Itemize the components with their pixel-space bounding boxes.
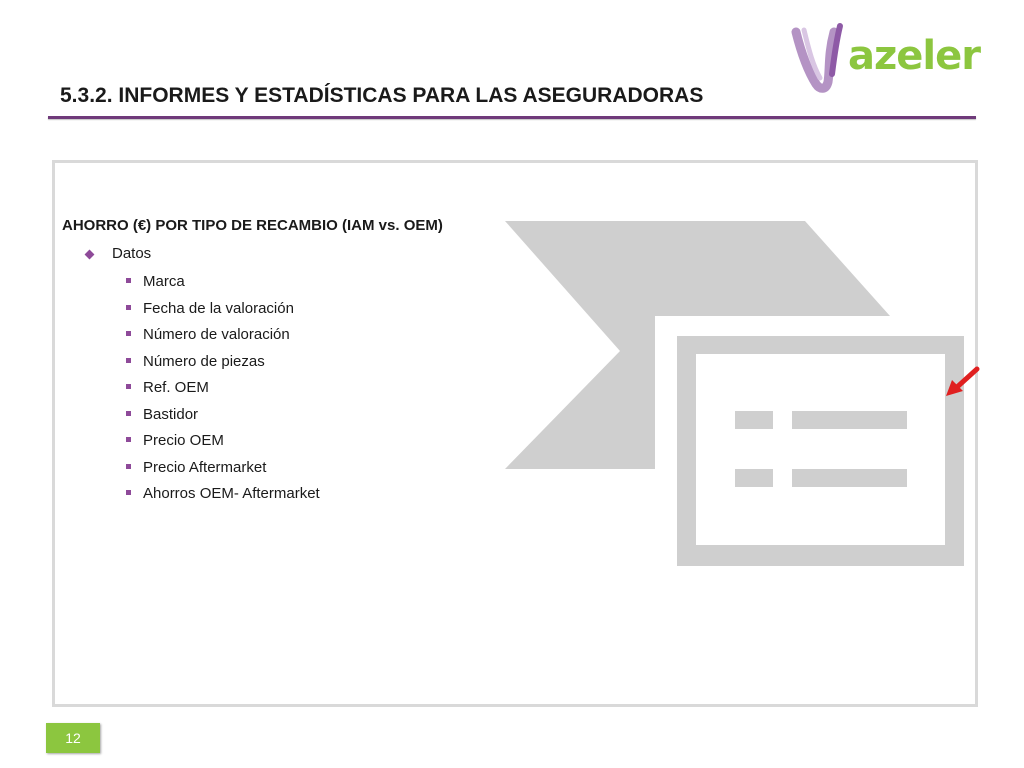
- list-item-label: Ref. OEM: [143, 379, 209, 396]
- image-placeholder-icon: [505, 221, 965, 571]
- list-item-label: Número de valoración: [143, 326, 290, 343]
- logo-text: azeler: [848, 33, 980, 79]
- square-bullet-icon: [126, 437, 131, 442]
- page-number-badge: 12: [46, 723, 100, 753]
- section-heading: AHORRO (€) POR TIPO DE RECAMBIO (IAM vs. OEM): [62, 217, 443, 234]
- list-item: [62, 484, 502, 511]
- list-item-label: Número de piezas: [143, 352, 265, 370]
- list-item: [62, 405, 502, 432]
- square-bullet-icon: [126, 278, 131, 283]
- list-item: [62, 325, 502, 352]
- page-title: 5.3.2. INFORMES Y ESTADÍSTICAS PARA LAS ASEGURADORAS: [60, 84, 704, 107]
- content-text: [62, 217, 502, 511]
- list-item-label: Datos: [112, 245, 152, 262]
- list-item: [62, 458, 502, 485]
- square-bullet-icon: [126, 331, 131, 336]
- logo-mark-icon: [790, 18, 850, 98]
- list-item: [62, 352, 502, 379]
- square-bullet-icon: [126, 464, 131, 469]
- list-item-label: Marca: [143, 273, 185, 290]
- list-item-label: Bastidor: [143, 405, 199, 423]
- list-item: [62, 272, 502, 299]
- diamond-bullet-icon: [85, 250, 95, 260]
- square-bullet-icon: [126, 305, 131, 310]
- list-item: [62, 378, 502, 405]
- list-item-datos: [62, 244, 502, 264]
- list-item-label: Ahorros OEM- Aftermarket: [143, 485, 320, 502]
- square-bullet-icon: [126, 411, 131, 416]
- list-item: [62, 299, 502, 326]
- list-item: [62, 431, 502, 458]
- square-bullet-icon: [126, 490, 131, 495]
- azeler-logo: [790, 18, 990, 98]
- list-item-label: Fecha de la valoración: [143, 299, 294, 317]
- red-arrow-icon: [944, 366, 980, 400]
- square-bullet-icon: [126, 358, 131, 363]
- title-divider: [48, 116, 976, 119]
- square-bullet-icon: [126, 384, 131, 389]
- list-item-label: Precio OEM: [143, 432, 224, 449]
- list-item-label: Precio Aftermarket: [143, 458, 267, 476]
